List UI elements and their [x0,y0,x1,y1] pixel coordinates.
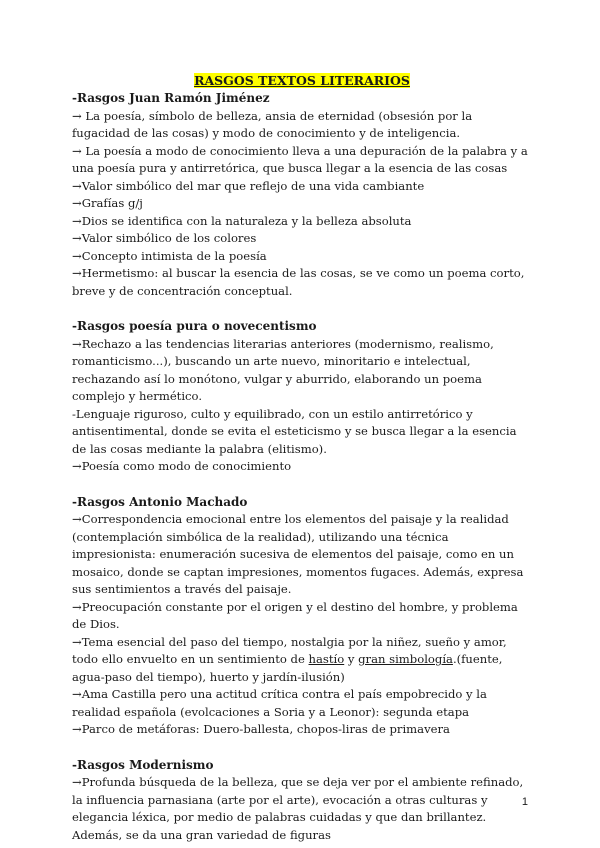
section-antonio-machado [72,494,532,739]
paragraph-with-underline [72,634,532,687]
paragraph: →Rechazo a las tendencias literarias anteriores (modernismo, realismo, romanticismo...), buscando un arte nuevo, minoritario e intelectual, rechazando así lo monótono, vulgar y aburrido, elaborando un poema complejo y hermético. [72,336,494,403]
page-number: 1 [521,796,528,808]
paragraph: → La poesía a modo de conocimiento lleva a una depuración de la palabra y a una poesía pura y antirretórica, que busca llegar a la esencia de las cosas [72,143,528,175]
paragraph: →Grafías g/j [72,196,143,210]
title-text: RASGOS TEXTOS LITERARIOS [194,73,410,88]
paragraph: →Valor simbólico de los colores [72,231,257,245]
paragraph: →Parco de metáforas: Duero-ballesta, chopos-liras de primavera [72,722,450,736]
paragraph: →Poesía como modo de conocimiento [72,459,292,473]
document-page [72,72,532,844]
paragraph: →Profunda búsqueda de la belleza, que se deja ver por el ambiente refinado, la influencia parnasiana (arte por el arte), evocación a otras culturas y elegancia léxica, por medio de palabras cuidadas y que dan brillantez. Además, se da una gran variedad de figuras [72,775,524,842]
document-title [72,72,532,90]
section-heading: -Rasgos poesía pura o novecentismo [72,319,317,333]
paragraph: →Concepto intimista de la poesía [72,248,267,263]
paragraph: →Ama Castilla pero una actitud crítica contra el país empobrecido y la realidad española (evolcaciones a Soria y a Leonor): segunda etapa [72,687,487,719]
section-heading: -Rasgos Juan Ramón Jiménez [72,91,270,105]
underlined-text: hastío [308,652,345,666]
paragraph: →Hermetismo: al buscar la esencia de las cosas, se ve como un poema corto, breve y de concentración conceptual. [72,266,525,298]
section-modernismo [72,757,532,845]
underlined-text: gran simbología [358,652,453,666]
section-juan-ramon-jimenez [72,90,532,300]
paragraph: →Valor simbólico del mar que reflejo de una vida cambiante [72,178,425,193]
text-run: →Tema esencial del paso del tiempo, nostalgia por la niñez, sueño y amor, todo ello envuelto en un sentimiento de [72,634,507,666]
paragraph: →Correspondencia emocional entre los elementos del paisaje y la realidad (contemplación simbólica de la realidad), utilizando una técnica impresionista: enumeración sucesiva de elementos del paisaje, como en un mosaico, donde se captan impresiones, momentos fugaces. Además, expresa sus sentimientos a través del paisaje. [72,512,524,596]
section-heading: -Rasgos Modernismo [72,757,214,772]
section-heading: -Rasgos Antonio Machado [72,494,248,509]
text-run: y [344,652,359,666]
paragraph: →Preocupación constante por el origen y el destino del hombre, y problema de Dios. [72,599,518,631]
paragraph: -Lenguaje riguroso, culto y equilibrado, con un estilo antirretórico y antisentimental, donde se evita el esteticismo y se busca llegar a la esencia de las cosas mediante la palabra (elitismo). [72,406,517,456]
text-run: .(fuente, agua-paso del tiempo), huerto y jardín-ilusión) [72,652,503,684]
paragraph: → La poesía, símbolo de belleza, ansia de eternidad (obsesión por la fugacidad de las cosas) y modo de conocimiento y de inteligencia. [72,108,473,140]
paragraph: →Dios se identifica con la naturaleza y la belleza absoluta [72,213,412,228]
section-poesia-pura [72,318,532,476]
